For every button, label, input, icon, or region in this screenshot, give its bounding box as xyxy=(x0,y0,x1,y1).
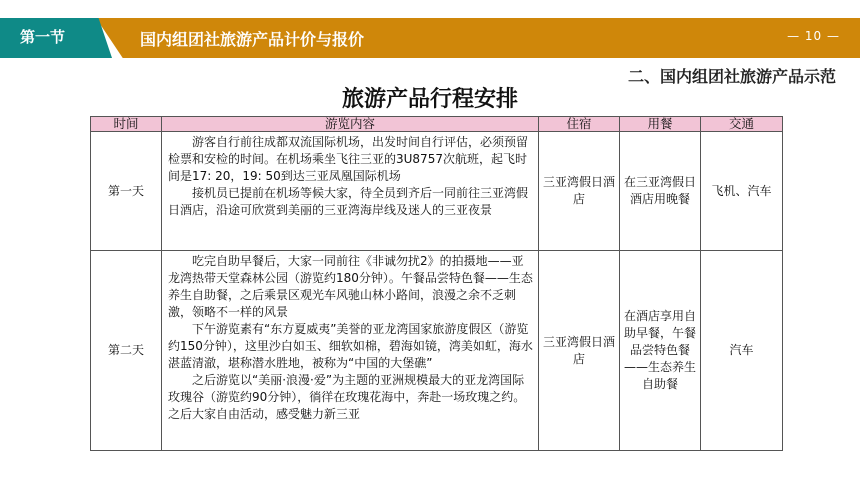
table-row xyxy=(91,132,783,251)
itinerary-content-cell xyxy=(162,132,539,251)
itinerary-content-clip xyxy=(168,253,534,449)
meals-cell: 在三亚湾假日酒店用晚餐 xyxy=(620,132,701,251)
section-subtitle: 二、国内组团社旅游产品示范 xyxy=(627,67,836,86)
column-header-meals: 用餐 xyxy=(620,117,701,132)
itinerary-table xyxy=(90,116,783,451)
itinerary-paragraph: 吃完自助早餐后，大家一同前往《非诚勿扰2》的拍摄地——亚龙湾热带天堂森林公园（游览约180分钟）。午餐品尝特色餐——生态养生自助餐，之后乘景区观光车风驰山林小路间，浪漫之余不乏刺激，领略不一样的风景 xyxy=(168,254,533,319)
day-cell: 第一天 xyxy=(91,132,162,251)
chapter-title: 国内组团社旅游产品计价与报价 xyxy=(140,30,365,49)
lodging-cell: 三亚湾假日酒店 xyxy=(539,132,620,251)
column-header-content: 游览内容 xyxy=(162,117,539,132)
column-header-time: 时间 xyxy=(91,117,162,132)
page-number: — 10 — xyxy=(787,29,840,43)
itinerary-paragraph: 接机员已提前在机场等候大家，待全员到齐后一同前往三亚湾假日酒店，沿途可欣赏到美丽的三亚湾海岸线及迷人的三亚夜景 xyxy=(168,186,529,217)
day-cell: 第二天 xyxy=(91,251,162,451)
transport-cell: 飞机、汽车 xyxy=(701,132,783,251)
itinerary-paragraph: 游客自行前往成都双流国际机场，出发时间自行评估，必须预留检票和安检的时间。在机场乘坐飞往三亚的3U8757次航班，起飞时间是17: 20，19: 50到达三亚凤凰国际机场 xyxy=(168,135,529,183)
table-row xyxy=(91,251,783,451)
itinerary-paragraph: 下午游览素有“东方夏威夷”美誉的亚龙湾国家旅游度假区（游览约150分钟），这里沙白如玉、细软如棉，碧海如镜，湾美如虹，海水湛蓝清澈，堪称潜水胜地，被称为“中国的大堡礁” xyxy=(168,322,533,370)
lodging-cell: 三亚湾假日酒店 xyxy=(539,251,620,451)
page-title: 旅游产品行程安排 xyxy=(341,87,518,112)
itinerary-paragraph: 之后游览以“美丽·浪漫·爱”为主题的亚洲规模最大的亚龙湾国际玫瑰谷（游览约90分钟），徜徉在玫瑰花海中，奔赴一场玫瑰之约。之后大家自由活动，感受魅力新三亚 xyxy=(168,373,526,421)
meals-cell: 在酒店享用自助早餐，午餐品尝特色餐——生态养生自助餐 xyxy=(620,251,701,451)
column-header-transport: 交通 xyxy=(701,117,783,132)
column-header-lodging: 住宿 xyxy=(539,117,620,132)
transport-cell: 汽车 xyxy=(701,251,783,451)
header-bar xyxy=(0,0,860,58)
itinerary-content-cell xyxy=(162,251,539,451)
section-label: 第一节 xyxy=(20,29,66,46)
table-header-row xyxy=(91,117,783,132)
